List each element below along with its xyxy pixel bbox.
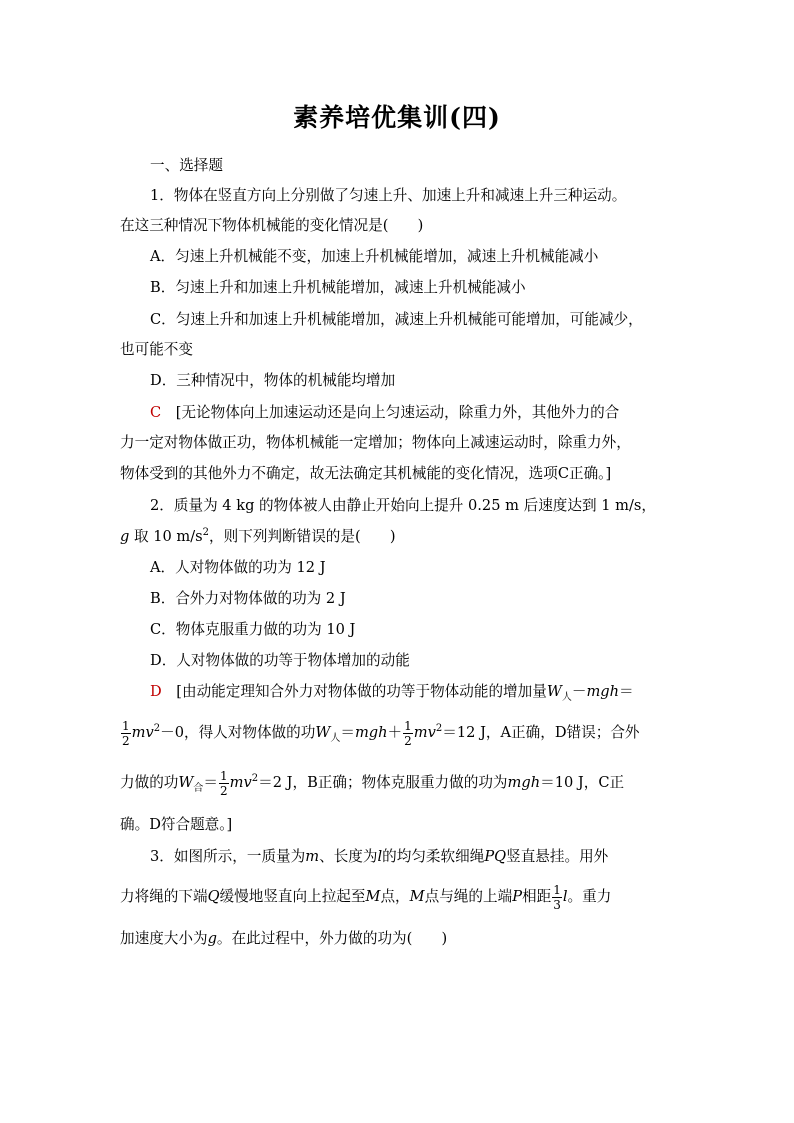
q2-explanation-line3: 力做的功$W_合=$ $\frac{1}{2}$ $mv^2=2$ J，B正确；物体克服重力做的功为mgh＝10 J，C正 — [120, 768, 625, 798]
q1-explanation-line2: 力一定对物体做正功，物体机械能一定增加；物体向上减速运动时，除重力外， — [120, 434, 631, 451]
q1-explanation-line1: C [无论物体向上加速运动还是向上匀速运动，除重力外，其他外力的合 — [150, 404, 620, 421]
q2-explanation-line4: 确。D符合题意。] — [120, 816, 233, 833]
q1-option-c-line2: 也可能不变 — [120, 341, 193, 358]
q1-option-b: B．匀速上升和加速上升机械能增加，减速上升机械能减小 — [150, 279, 526, 296]
q2-answer: D — [150, 683, 162, 700]
q2-option-a: A．人对物体做的功为 12 J — [150, 559, 326, 576]
q2-option-c: C．物体克服重力做的功为 10 J — [150, 621, 356, 638]
q1-option-c-line1: C．匀速上升和加速上升机械能增加，减速上升机械能可能增加，可能减少， — [150, 311, 643, 328]
q3-stem-line2: 力将绳的下端Q缓慢地竖直向上拉起至M点，M点与绳的上端P相距 $\frac{1}{3}$ l。重力 — [120, 882, 612, 912]
q1-option-d: D．三种情况中，物体的机械能均增加 — [150, 372, 396, 389]
fraction-half: $\frac{1}{2}$ — [220, 768, 228, 798]
q3-stem-line1: 3．如图所示，一质量为m、长度为l的均匀柔软细绳PQ竖直悬挂。用外 — [150, 848, 609, 865]
q1-answer: C — [150, 404, 162, 421]
q2-option-b: B．合外力对物体做的功为 2 J — [150, 590, 346, 607]
fraction-third: $\frac{1}{3}$ — [553, 882, 561, 912]
q1-explanation-line3: 物体受到的其他外力不确定，故无法确定其机械能的变化情况，选项C正确。] — [120, 465, 612, 482]
q2-stem-line2: g 取 10 $m/s^2$，则下列判断错误的是( ) — [120, 527, 396, 545]
section-heading: 一、选择题 — [150, 157, 223, 174]
q2-option-d: D．人对物体做的功等于物体增加的动能 — [150, 652, 410, 669]
q3-stem-line3: 加速度大小为g。在此过程中，外力做的功为( ) — [120, 930, 448, 947]
q2-stem-line1: 2．质量为 4 kg 的物体被人由静止开始向上提升 0.25 m 后速度达到 1 m/s， — [150, 497, 656, 514]
fraction-half: $\frac{1}{2}$ — [404, 718, 412, 748]
page-title: 素养培优集训(四) — [293, 103, 501, 132]
q1-stem-line2: 在这三种情况下物体机械能的变化情况是( ) — [120, 217, 424, 234]
q1-stem-line1: 1．物体在竖直方向上分别做了匀速上升、加速上升和减速上升三种运动。 — [150, 187, 627, 204]
q2-explanation-line1: D [由动能定理知合外力对物体做的功等于物体动能的增加量$W_人-mgh=$ — [150, 683, 634, 703]
q1-option-a: A．匀速上升机械能不变，加速上升机械能增加，减速上升机械能减小 — [150, 248, 599, 265]
fraction-half: $\frac{1}{2}$ — [122, 718, 130, 748]
q2-explanation-line2: $\frac{1}{2}$ $mv^2-0$，得人对物体做的功$W_人=mgh+$ $\frac{1}{2}$ $mv^2=12$ J，A正确，D错误；合外 — [122, 718, 640, 748]
